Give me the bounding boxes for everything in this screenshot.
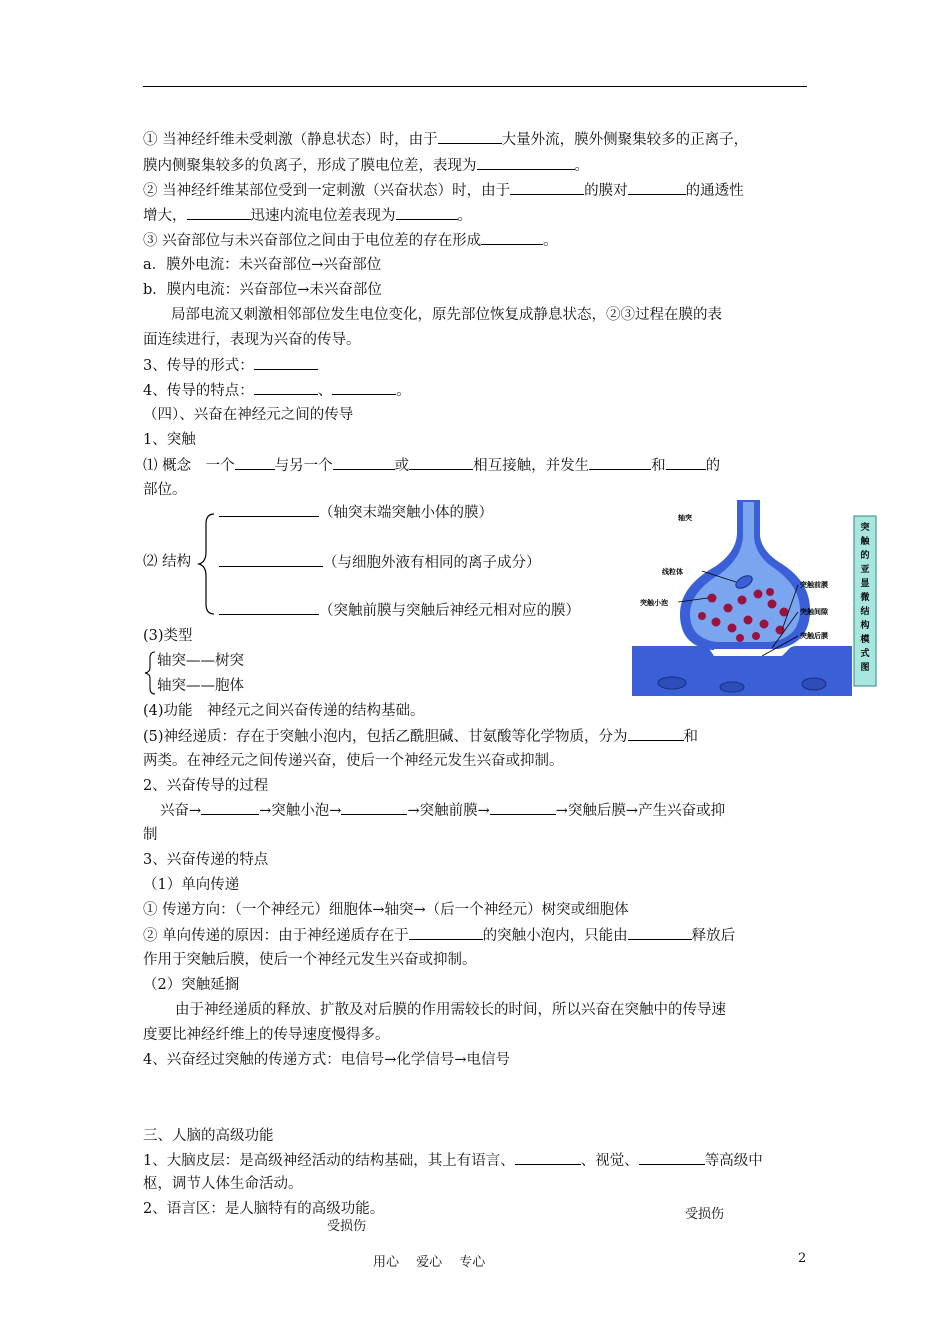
section-heading: （四）、兴奋在神经元之间的传导 bbox=[143, 407, 354, 423]
mitochondrion-icon bbox=[720, 682, 744, 692]
text-line: (3)类型 bbox=[143, 628, 193, 644]
text-line: 枢，调节人体生命活动。 bbox=[143, 1176, 303, 1192]
annotation-damaged: 受损伤 bbox=[685, 1207, 725, 1222]
diagram-title: 突触的亚显微结构模式图 bbox=[860, 523, 870, 673]
synapse-diagram bbox=[632, 500, 878, 696]
mitochondrion-icon bbox=[802, 678, 826, 690]
text-line: ① 传递方向：（一个神经元）细胞体→轴突→（后一个神经元）树突或细胞体 bbox=[143, 902, 629, 918]
text-line: ⑴ 概念 一个 与另一个 或 相互接触，并发生 和 的 bbox=[143, 455, 720, 476]
text-line: ① 当神经纤维未受刺激（静息状态）时，由于 大量外流，膜外侧聚集较多的正离子， bbox=[143, 129, 748, 150]
text-line: （轴突末端突触小体的膜） bbox=[219, 502, 493, 523]
mitochondrion-icon bbox=[658, 677, 686, 689]
label-mitochondrion: 线粒体 bbox=[662, 568, 683, 576]
page-number: 2 bbox=[798, 1251, 807, 1266]
text-line: 3、兴奋传递的特点 bbox=[143, 852, 269, 868]
text-line: ② 单向传递的原因：由于神经递质存在于 的突触小泡内，只能由 释放后 bbox=[143, 925, 735, 946]
text-line: (4)功能 神经元之间兴奋传递的结构基础。 bbox=[143, 703, 425, 719]
text-line: 膜内侧聚集较多的负离子，形成了膜电位差，表现为 。 bbox=[143, 155, 589, 176]
text-line: 3、传导的形式： bbox=[143, 355, 318, 376]
text-line: （1）单向传递 bbox=[143, 877, 240, 893]
label-postsynaptic-membrane: 突触后膜 bbox=[800, 632, 828, 640]
curly-brace bbox=[196, 512, 218, 616]
text-line: a．膜外电流：未兴奋部位→兴奋部位 bbox=[143, 257, 382, 273]
annotation-damaged: 受损伤 bbox=[327, 1219, 367, 1234]
text-line: ⑵ 结构 bbox=[143, 554, 192, 570]
text-line: 2、语言区：是人脑特有的高级功能。 bbox=[143, 1201, 385, 1217]
text-line: 2、兴奋传导的过程 bbox=[143, 778, 269, 794]
text-line: ② 当神经纤维某部位受到一定刺激（兴奋状态）时，由于 的膜对 的通透性 bbox=[143, 180, 744, 201]
text-line: 增大， 迅速内流电位差表现为 。 bbox=[143, 205, 472, 226]
text-line: 轴突——树突 bbox=[157, 653, 244, 669]
text-line: 作用于突触后膜，使后一个神经元发生兴奋或抑制。 bbox=[143, 952, 477, 968]
text-line: 部位。 bbox=[143, 482, 187, 498]
text-line: (5)神经递质：存在于突触小泡内，包括乙酰胆碱、甘氨酸等化学物质，分为 和 bbox=[143, 726, 698, 747]
section-heading: 三、人脑的高级功能 bbox=[143, 1128, 274, 1144]
label-axon: 轴突 bbox=[678, 514, 692, 522]
label-synaptic-cleft: 突触间隙 bbox=[800, 608, 828, 616]
text-line: 1、突触 bbox=[143, 432, 196, 448]
text-line: 局部电流又刺激相邻部位发生电位变化，原先部位恢复成静息状态，②③过程在膜的表 bbox=[171, 307, 722, 323]
text-line: 兴奋→ →突触小泡→ →突触前膜→ →突触后膜→产生兴奋或抑 bbox=[160, 800, 725, 821]
text-line: （与细胞外液有相同的离子成分） bbox=[219, 552, 541, 573]
text-line: 度要比神经纤维上的传导速度慢得多。 bbox=[143, 1027, 390, 1043]
text-line: 制 bbox=[143, 827, 158, 843]
text-line: 4、兴奋经过突触的传递方式：电信号→化学信号→电信号 bbox=[143, 1052, 511, 1068]
header-rule bbox=[143, 86, 807, 87]
text-line: 1、大脑皮层：是高级神经活动的结构基础，其上有语言、 、视觉、 等高级中 bbox=[143, 1150, 763, 1171]
footer-motto: 用心 爱心 专心 bbox=[373, 1255, 486, 1270]
label-presynaptic-membrane: 突触前膜 bbox=[800, 581, 828, 589]
text-line: b．膜内电流：兴奋部位→未兴奋部位 bbox=[143, 282, 382, 298]
text-line: 由于神经递质的释放、扩散及对后膜的作用需较长的时间，所以兴奋在突触中的传导速 bbox=[175, 1002, 726, 1018]
text-line: （突触前膜与突触后神经元相对应的膜） bbox=[219, 600, 580, 621]
curly-brace bbox=[143, 651, 157, 695]
text-line: 面连续进行，表现为兴奋的传导。 bbox=[143, 332, 361, 348]
label-synaptic-vesicle: 突触小泡 bbox=[640, 599, 668, 607]
text-line: 4、传导的特点： 、 。 bbox=[143, 380, 411, 401]
text-line: 轴突——胞体 bbox=[157, 678, 244, 694]
text-line: （2）突触延搁 bbox=[143, 977, 240, 993]
text-line: 两类。在神经元之间传递兴奋，使后一个神经元发生兴奋或抑制。 bbox=[143, 753, 564, 769]
text-line: ③ 兴奋部位与未兴奋部位之间由于电位差的存在形成 。 bbox=[143, 230, 558, 251]
